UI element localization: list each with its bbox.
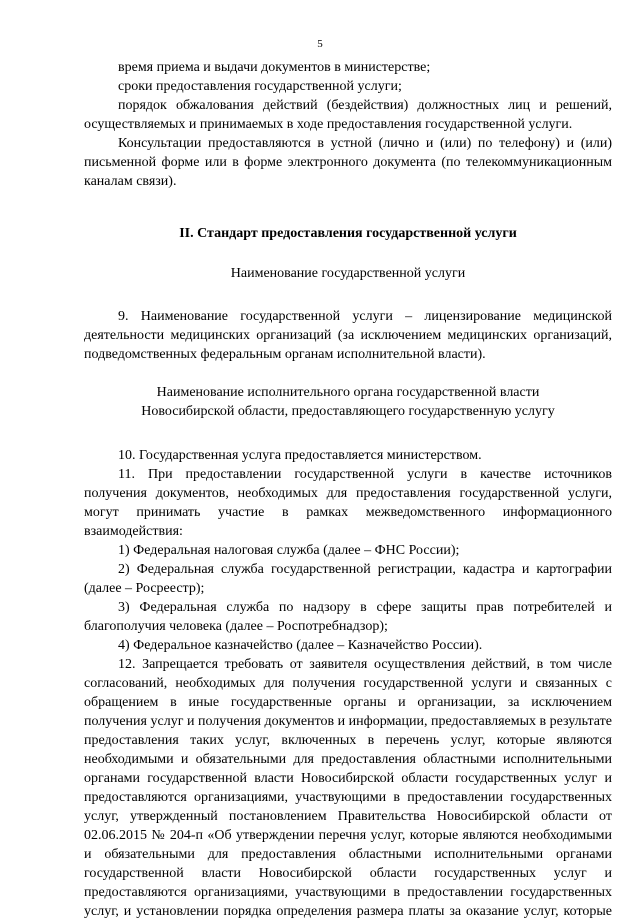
subheading-executive-body xyxy=(84,383,612,421)
paragraph-12: 12. Запрещается требовать от заявителя осуществления действий, в том числе согласований, необходимых для получения государственной услуги и связанных с обращением в иные государственные органы и организации, за исключением получения услуг и получения документов и информации, предоставляемых в результате предоставления таких услуг, включенных в перечень услуг, которые являются необходимыми и обязательными для предоставления областными исполнительными органами государственной власти Новосибирской области государственных услуг и предоставляются организациями, участвующими в предоставлении государственных услуг, утвержденный постановлением Правительства Новосибирской области от 02.06.2015 № 204-п «Об утверждении перечня услуг, которые являются необходимыми и обязательными для предоставления областными исполнительными органами государственной власти Новосибирской области государственных услуг и предоставляются организациями, участвующими в предоставлении государственных услуг, и установлении порядка определения размера платы за оказание услуг, которые xyxy=(84,657,612,919)
list-item: 4) Федеральное казначейство (далее – Казначейство России). xyxy=(118,638,483,653)
paragraph-10: 10. Государственная услуга предоставляется министерством. xyxy=(118,448,482,463)
list-item: 2) Федеральная служба государственной регистрации, кадастра и картографии (далее – Росреестр); xyxy=(84,562,612,596)
section-title: II. Стандарт предоставления государственной услуги xyxy=(179,226,517,241)
subheading-service-name: Наименование государственной услуги xyxy=(230,266,466,281)
page-number: 5 xyxy=(317,38,323,50)
document-body xyxy=(84,58,612,921)
paragraph-11: 11. При предоставлении государственной услуги в качестве источников получения документов, необходимых для предоставления государственной услуги, могут принимать участие в рамках межведомственного информационного взаимодействия: xyxy=(84,467,612,539)
paragraph-reception-time: время приема и выдачи документов в министерстве; xyxy=(118,60,431,75)
paragraph-consultations: Консультации предоставляются в устной (лично и (или) по телефону) и (или) письменной форме или в форме электронного документа (по телекоммуникационным каналам связи). xyxy=(84,136,612,189)
subheading-line: Новосибирской области, предоставляющего государственную услугу xyxy=(141,404,555,419)
subheading-line: Наименование исполнительного органа государственной власти xyxy=(156,385,540,400)
paragraph-service-terms: сроки предоставления государственной услуги; xyxy=(118,79,402,94)
paragraph-9: 9. Наименование государственной услуги – лицензирование медицинской деятельности медицинских организаций (за исключением медицинских организаций, подведомственных федеральным органам исполнительной власти). xyxy=(84,309,612,362)
list-item: 1) Федеральная налоговая служба (далее – ФНС России); xyxy=(118,543,460,558)
list-item: 3) Федеральная служба по надзору в сфере защиты прав потребителей и благополучия человека (далее – Роспотребнадзор); xyxy=(84,600,612,634)
paragraph-appeal-procedure: порядок обжалования действий (бездействия) должностных лиц и решений, осуществляемых и принимаемых в ходе предоставления государственной услуги. xyxy=(84,98,612,132)
